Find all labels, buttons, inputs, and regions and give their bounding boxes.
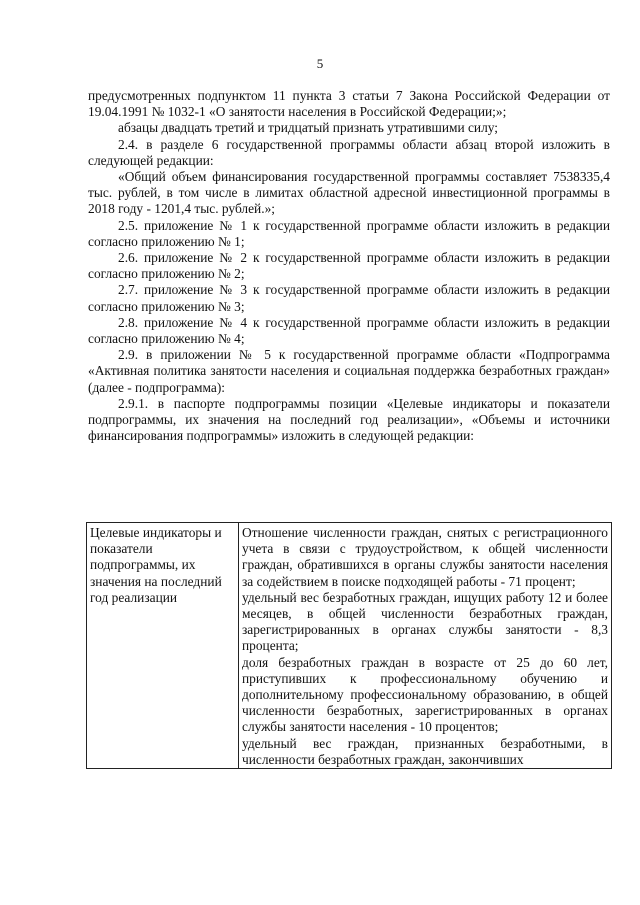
page-number: 5 bbox=[316, 56, 324, 71]
body-text bbox=[88, 88, 610, 444]
paragraph: предусмотренных подпунктом 11 пункта 3 статьи 7 Закона Российской Федерации от 19.04.1991 № 1032-1 «О занятости населения в Российской Федерации;»; bbox=[88, 88, 610, 120]
table-cell-values bbox=[239, 523, 612, 769]
paragraph: 2.4. в разделе 6 государственной программы области абзац второй изложить в следующей редакции: bbox=[88, 136, 610, 168]
indicator-entry: удельный вес граждан, признанных безработными, в численности безработных граждан, закончивших bbox=[242, 735, 608, 767]
paragraph: 2.9. в приложении № 5 к государственной программе области «Подпрограмма «Активная политика занятости населения и социальная поддержка безработных граждан» (далее - подпрограмма): bbox=[88, 347, 610, 395]
paragraph: 2.6. приложение № 2 к государственной программе области изложить в редакции согласно приложению № 2; bbox=[88, 250, 610, 282]
paragraph: 2.5. приложение № 1 к государственной программе области изложить в редакции согласно приложению № 1; bbox=[88, 217, 610, 249]
paragraph: «Общий объем финансирования государственной программы составляет 7538335,4 тыс. рублей, в том числе в лимитах областной адресной инвестиционной программы в 2018 году - 1201,4 тыс. рублей.»; bbox=[88, 169, 610, 217]
indicator-label: Целевые индикаторы и показатели подпрограммы, их значения на последний год реализации bbox=[90, 525, 222, 605]
table-row bbox=[87, 523, 612, 769]
table-cell-label bbox=[87, 523, 239, 769]
indicator-entry: Отношение численности граждан, снятых с регистрационного учета в связи с трудоустройством, к общей численности граждан, обратившихся в органы службы занятости населения за содействием в поиске подходящей работы - 71 процент; bbox=[242, 525, 608, 589]
paragraph: абзацы двадцать третий и тридцатый признать утратившими силу; bbox=[118, 120, 499, 136]
indicator-entry: доля безработных граждан в возрасте от 25 до 60 лет, приступивших к профессиональному обучению и дополнительному профессиональному образованию, в общей численности безработных, зарегистрированных в органах службы занятости населения - 10 процентов; bbox=[242, 654, 608, 735]
subprogram-passport-table bbox=[86, 522, 612, 769]
paragraph: 2.9.1. в паспорте подпрограммы позиции «Целевые индикаторы и показатели подпрограммы, их значения на последний год реализации», «Объемы и источники финансирования подпрограммы» изложить в следующей редакции: bbox=[88, 395, 610, 444]
indicator-entry: удельный вес безработных граждан, ищущих работу 12 и более месяцев, в общей численности безработных граждан, зарегистрированных в органах службы занятости - 8,3 процента; bbox=[242, 589, 608, 654]
paragraph: 2.8. приложение № 4 к государственной программе области изложить в редакции согласно приложению № 4; bbox=[88, 314, 610, 347]
paragraph: 2.7. приложение № 3 к государственной программе области изложить в редакции согласно приложению № 3; bbox=[88, 282, 610, 314]
